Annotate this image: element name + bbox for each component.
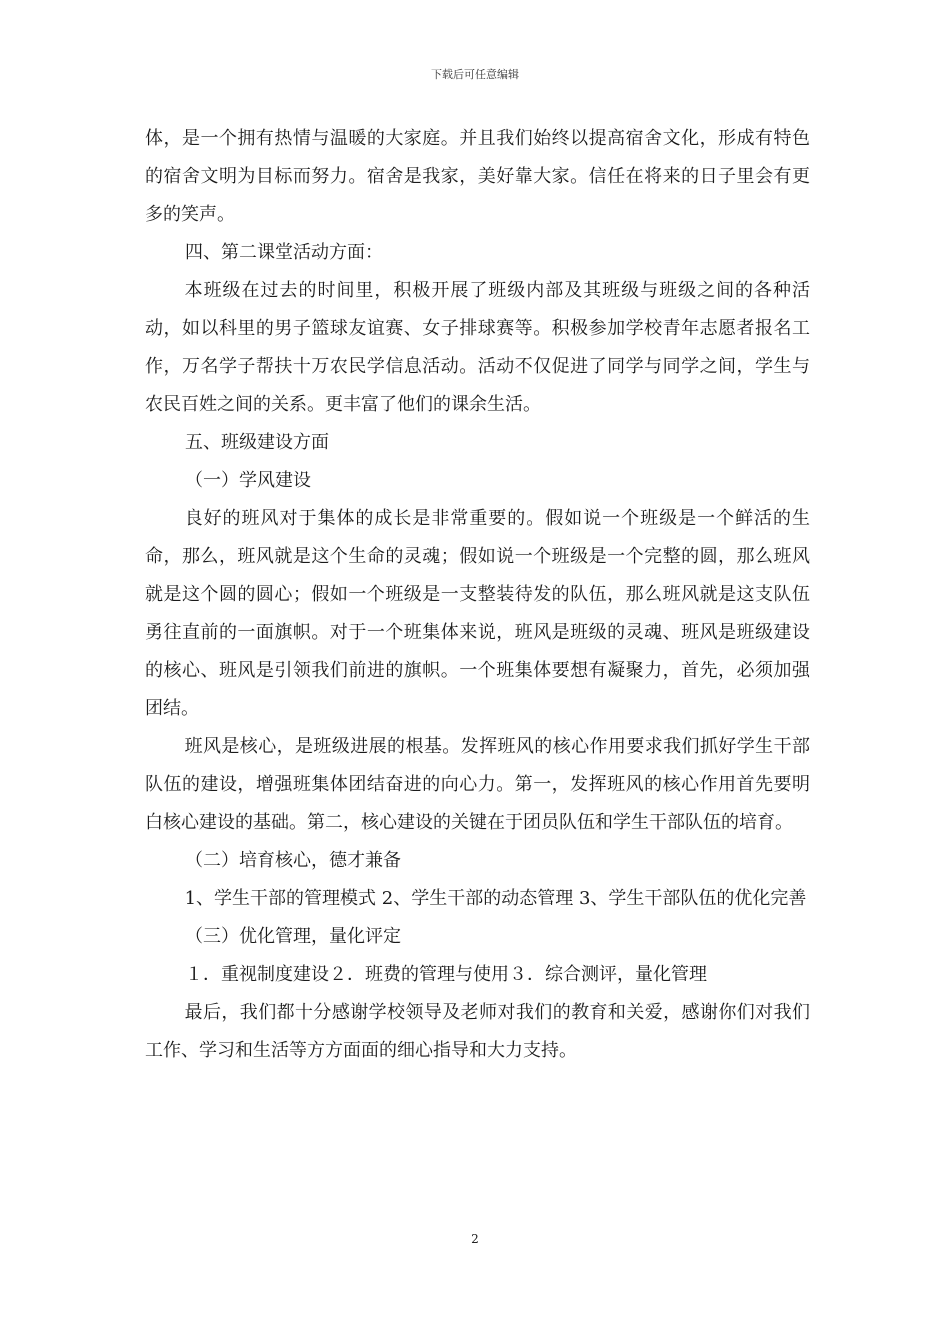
paragraph-core-role: 班风是核心，是班级进展的根基。发挥班风的核心作用要求我们抓好学生干部队伍的建设，增强班集体团结奋进的向心力。第一，发挥班风的核心作用首先要明白核心建设的基础。第二，核心建设的关键在于团员队伍和学生干部队伍的培育。 — [145, 736, 810, 833]
subheading-optimize-management: （三）优化管理，量化评定 — [185, 926, 401, 947]
paragraph-cadre-management: 1、学生干部的管理模式 2、学生干部的动态管理 3、学生干部队伍的优化完善 — [184, 888, 807, 909]
paragraph-closing-thanks: 最后，我们都十分感谢学校领导及老师对我们的教育和关爱，感谢你们对我们工作、学习和生活等方方面面的细心指导和大力支持。 — [145, 1002, 810, 1061]
section-heading-class-building: 五、班级建设方面 — [185, 432, 329, 453]
paragraph-management-items: １．重视制度建设２．班费的管理与使用３．综合测评，量化管理 — [185, 964, 707, 985]
document-body — [145, 120, 810, 1070]
subheading-cultivate-core: （二）培育核心，德才兼备 — [185, 850, 401, 871]
subheading-study-style: （一）学风建设 — [185, 470, 311, 491]
paragraph-activities: 本班级在过去的时间里，积极开展了班级内部及其班级与班级之间的各种活动，如以科里的男子篮球友谊赛、女子排球赛等。积极参加学校青年志愿者报名工作，万名学子帮扶十万农民学信息活动。活动不仅促进了同学与同学之间，学生与农民百姓之间的关系。更丰富了他们的课余生活。 — [145, 280, 810, 415]
page-header: 下载后可任意编辑 — [431, 68, 519, 81]
paragraph-class-spirit: 良好的班风对于集体的成长是非常重要的。假如说一个班级是一个鲜活的生命，那么，班风就是这个生命的灵魂；假如说一个班级是一个完整的圆，那么班风就是这个圆的圆心；假如一个班级是一支整装待发的队伍，那么班风就是这支队伍勇往直前的一面旗帜。对于一个班集体来说，班风是班级的灵魂、班风是班级建设的核心、班风是引领我们前进的旗帜。一个班集体要想有凝聚力，首先，必须加强团结。 — [145, 508, 810, 719]
section-heading-extracurricular: 四、第二课堂活动方面： — [185, 242, 383, 263]
page-number: 2 — [471, 1232, 479, 1246]
paragraph-dormitory: 体，是一个拥有热情与温暖的大家庭。并且我们始终以提高宿舍文化，形成有特色的宿舍文明为目标而努力。宿舍是我家，美好靠大家。信任在将来的日子里会有更多的笑声。 — [145, 128, 810, 225]
